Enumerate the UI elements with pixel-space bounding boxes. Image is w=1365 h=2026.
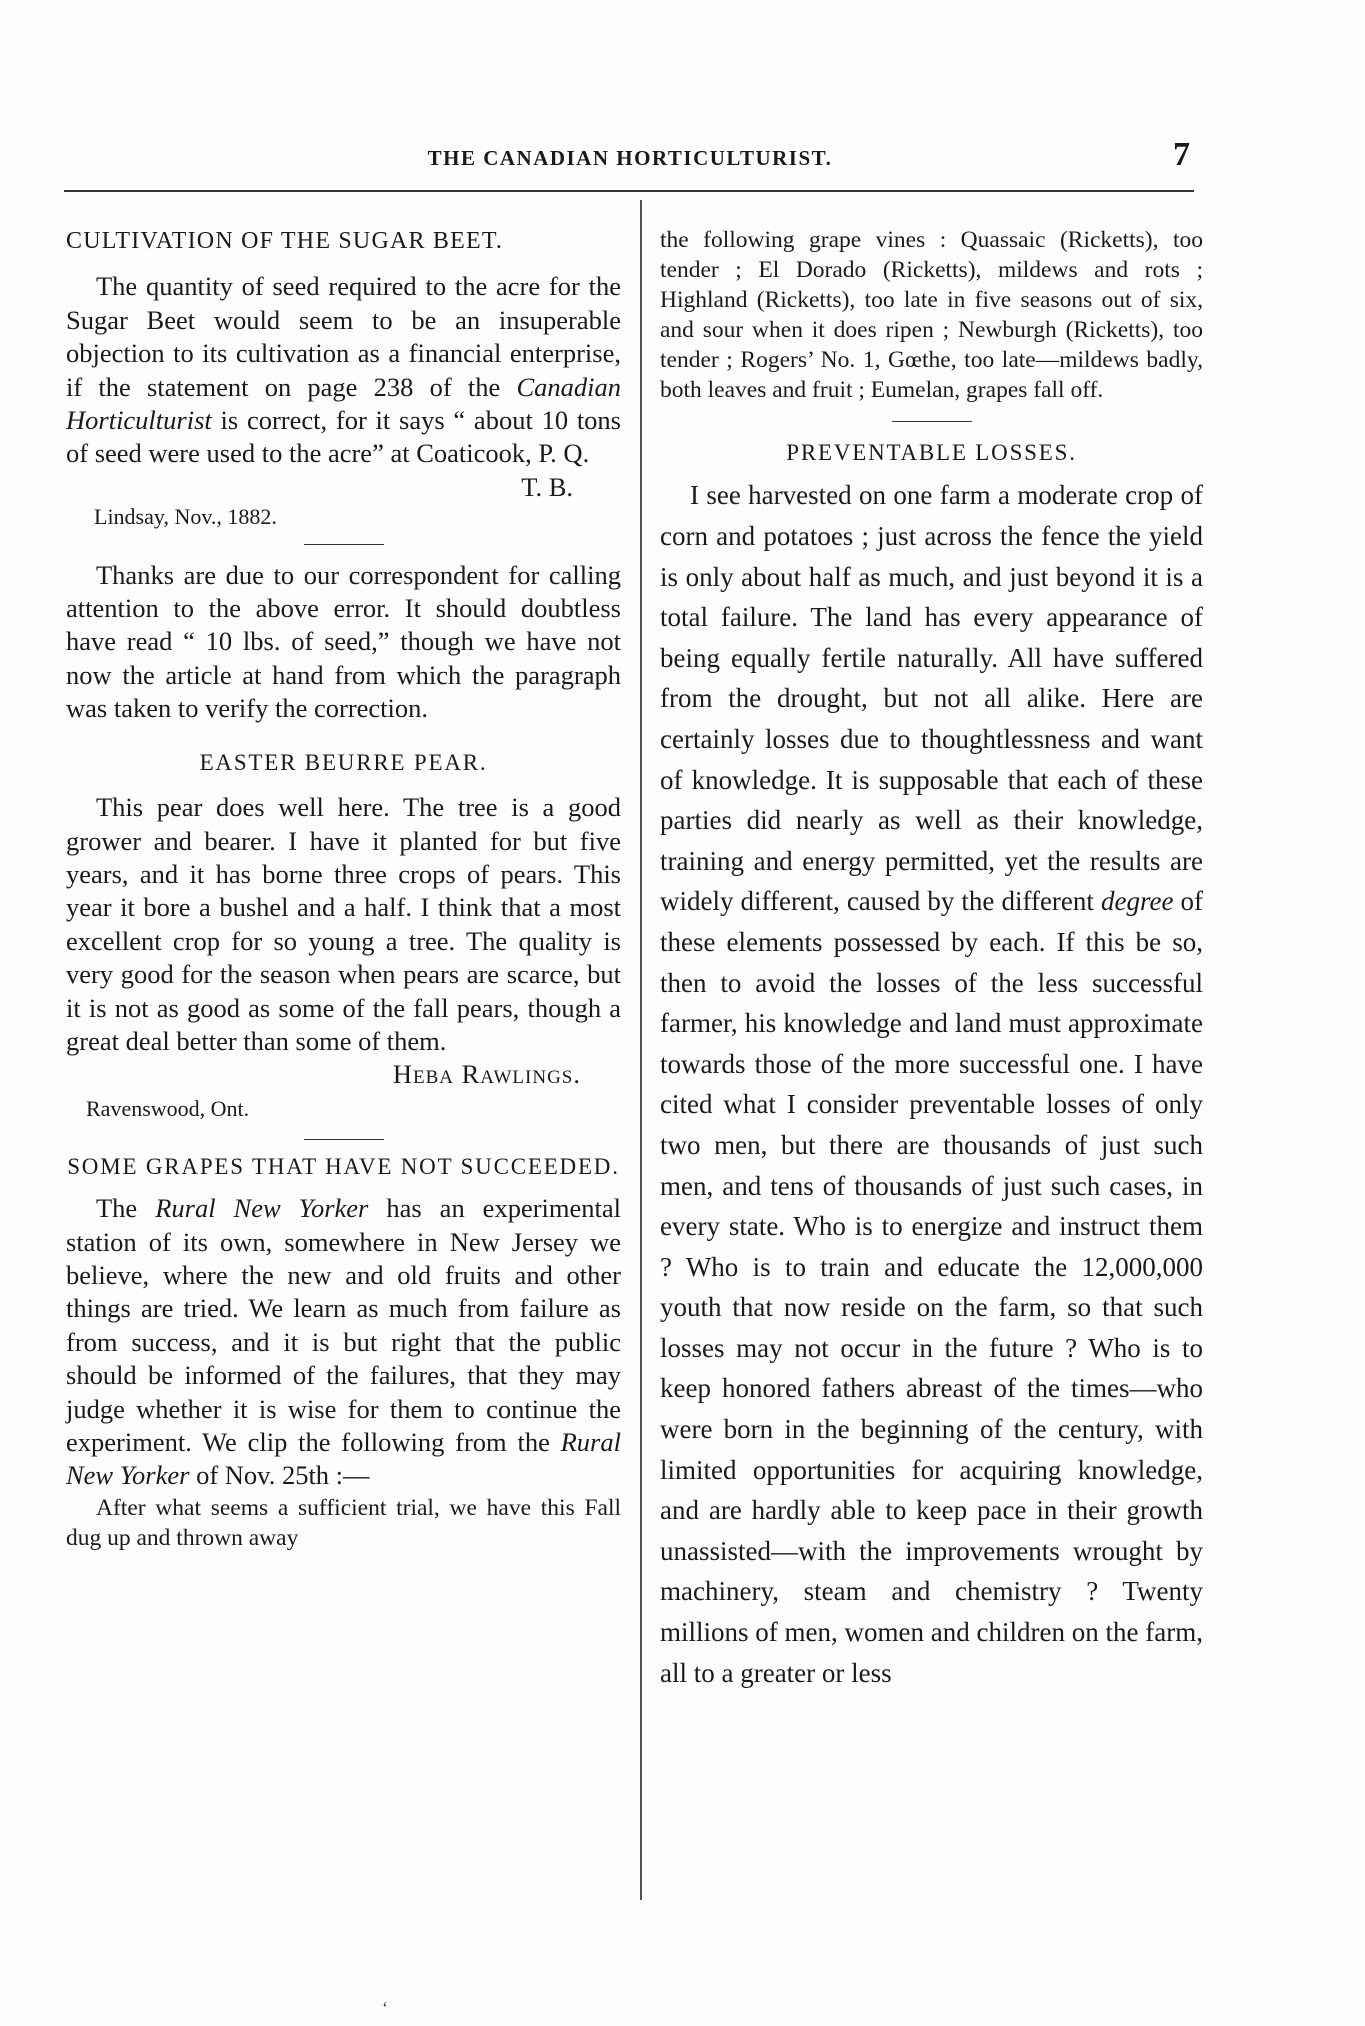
running-header <box>70 136 1190 176</box>
running-title: THE CANADIAN HORTICULTURIST. <box>427 146 833 170</box>
left-column <box>66 225 621 1553</box>
quoted-clipping-continued: the following grape vines : Quassaic (Ricketts), too tender ; El Dorado (Ricketts), mildews and rots ; Highland (Ricketts), too late in five seasons out of six, and sour when it does ripen ; Newburgh (Ricketts), too tender ; Rogers’ No. 1, Gœthe, too late—mildews badly, both leaves and fruit ; Eumelan, grapes fall off. <box>660 227 1203 403</box>
quoted-clipping: After what seems a sufficient trial, we have this Fall dug up and thrown away <box>66 1494 621 1551</box>
signature: Heba Rawlings. <box>392 1059 581 1090</box>
page-number: 7 <box>1173 136 1190 173</box>
article-paragraph: The quantity of seed required to the acre for the Sugar Beet would seem to be an insuperable objection to its cultivation as a financial enterprise, if the statement on page 238 of the Canadian Horticulturist is correct, for it says “ about 10 tons of seed were used to the acre” at Coaticook, P. Q. <box>66 271 621 469</box>
article-paragraph: The Rural New Yorker has an experimental station of its own, somewhere in New Jersey we believe, where the new and old fruits and other things are tried. We learn as much from failure as from success, and it is but right that the public should be informed of the failures, that they may judge whether it is wise for them to continue the experiment. We clip the following from the Rural New Yorker of Nov. 25th :— <box>66 1193 622 1491</box>
section-rule <box>304 544 384 545</box>
right-column <box>660 225 1203 1693</box>
article-easter-pear <box>66 746 621 1140</box>
dateline: Lindsay, Nov., 1882. <box>94 504 277 530</box>
article-heading: CULTIVATION OF THE SUGAR BEET. <box>66 228 504 254</box>
article-heading: SOME GRAPES THAT HAVE NOT SUCCEEDED. <box>67 1154 620 1180</box>
article-preventable-losses <box>660 436 1203 1693</box>
article-heading: PREVENTABLE LOSSES. <box>786 440 1077 465</box>
section-rule <box>892 421 972 422</box>
article-heading: EASTER BEURRE PEAR. <box>199 749 488 775</box>
editor-reply: Thanks are due to our correspondent for calling attention to the above error. It should doubtless have read “ 10 lbs. of seed,” though we have not now the article at hand from which the paragraph was taken to verify the correction. <box>66 559 621 724</box>
article-sugar-beet <box>66 225 621 726</box>
footer-mark: ‘ <box>382 1998 388 2018</box>
signature: T. B. <box>521 471 573 502</box>
article-paragraph: This pear does well here. The tree is a good grower and bearer. I have it planted for but five years, and it has borne three crops of pears. This year it bore a bushel and a half. I think that a most excellent crop for so young a tree. The quality is very good for the season when pears are scarce, but it is not as good as some of the fall pears, though a great deal better than some of them. <box>66 792 621 1056</box>
article-paragraph: I see harvested on one farm a moderate crop of corn and potatoes ; just across the fence the yield is only about half as much, and just beyond it is a total failure. The land has every appearance of being equally fertile naturally. All have suffered from the drought, but not all alike. Here are certainly losses due to thoughtlessness and want of knowledge. It is supposable that each of these parties did nearly as well as their knowledge, training and energy permitted, yet the results are widely different, caused by the different degree of these elements possessed by each. If this be so, then to avoid the losses of the less successful farmer, his knowledge and land must approximate towards those of the more successful one. I have cited what I consider preventable losses of only two men, but there are thousands of just such men, and tens of thousands of just such cases, in every state. Who is to energize and instruct them ? Who is to train and educate the 12,000,000 youth that now reside on the farm, so that such losses may not occur in the future ? Who is to keep honored fathers abreast of the times—who were born in the beginning of the century, with limited opportunities for acquiring knowledge, and are hardly able to keep pace in their growth unassisted—with the improvements wrought by machinery, steam and chemistry ? Twenty millions of men, women and children on the farm, all to a greater or less <box>660 480 1203 1688</box>
section-rule <box>304 1139 384 1140</box>
article-grapes <box>66 1154 621 1553</box>
dateline: Ravenswood, Ont. <box>86 1095 250 1121</box>
column-divider <box>640 200 642 1900</box>
header-rule <box>64 190 1194 192</box>
